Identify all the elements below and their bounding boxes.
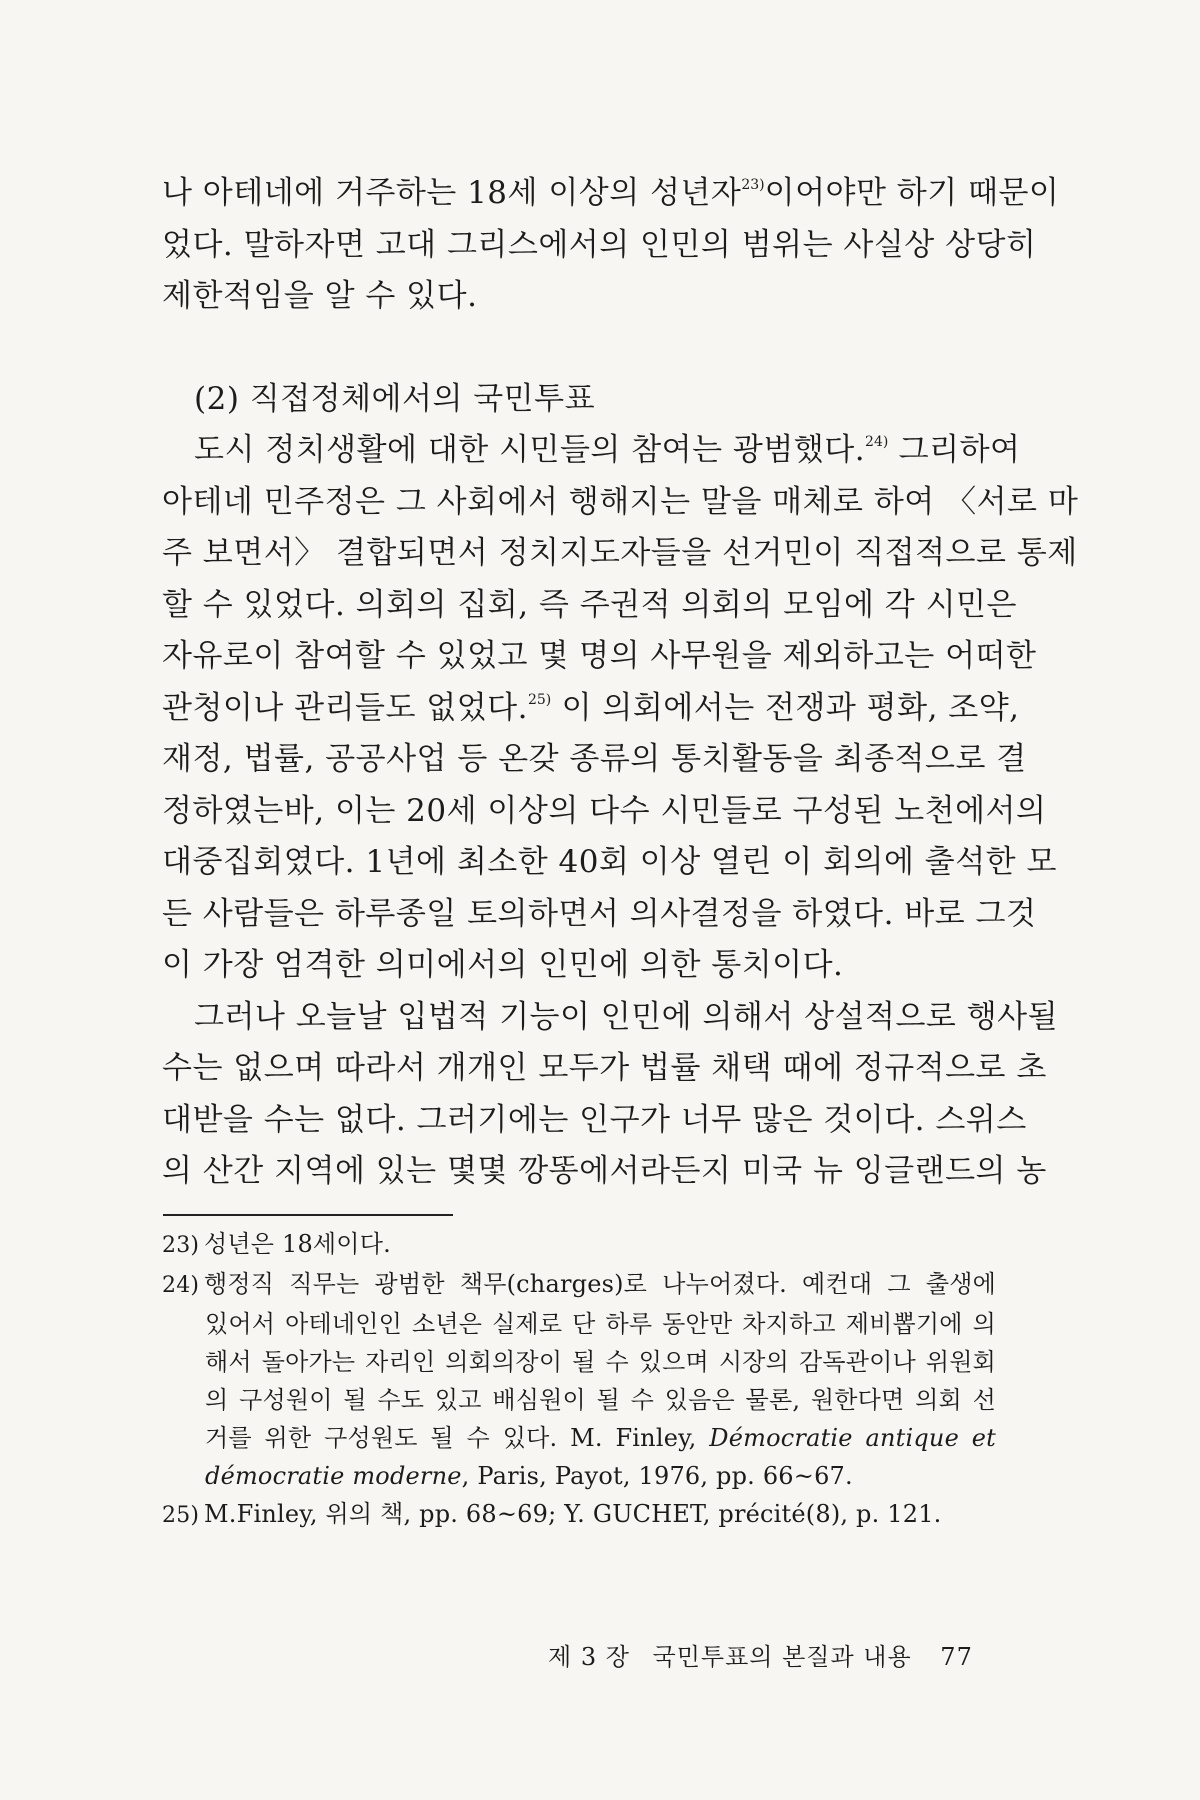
text-line: 그러나 오늘날 입법적 기능이 인민에 의해서 상설적으로 행사될 <box>194 998 1059 1035</box>
text-line: 제한적임을 알 수 있다. <box>162 278 478 314</box>
paragraph-gap <box>162 323 994 374</box>
text-line: 관청이나 관리들도 없었다.$^{25)}$ 이 의회에서는 전쟁과 평화, 조약, <box>162 689 1020 726</box>
text-line: 수는 없으며 따라서 개개인 모두가 법률 채택 때에 정규적으로 초 <box>162 1050 1047 1086</box>
text-line: 의 산간 지역에 있는 몇몇 깡똥에서라든지 미국 뉴 잉글랜드의 농 <box>162 1153 1047 1189</box>
footnote-text: 행정직 직무는 광범한 책무(charges)로 나누어졌다. 예컨대 그 출생에 <box>204 1270 996 1298</box>
text-line: 었다. 말하자면 고대 그리스에서의 인민의 범위는 사실상 상당히 <box>162 226 1037 263</box>
text-line: 재정, 법률, 공공사업 등 온갖 종류의 통치활동을 최종적으로 결 <box>162 741 1027 777</box>
footnotes <box>162 1225 996 1535</box>
text-line: 주 보면서〉 결합되면서 정치지도자들을 선거민이 직접적으로 통제 <box>162 535 1078 571</box>
paragraph-2 <box>162 425 1079 992</box>
text-line: 든 사람들은 하루종일 토의하면서 의사결정을 하였다. 바로 그것 <box>162 895 1037 932</box>
main-text <box>162 168 1079 1198</box>
text-line: 아테네 민주정은 그 사회에서 행해지는 말을 매체로 하여 〈서로 마 <box>162 483 1079 520</box>
footnote-divider <box>163 1214 453 1216</box>
text-line: 도시 정치생활에 대한 시민들의 참여는 광범했다.$^{24)}$ 그리하여 <box>194 432 1021 468</box>
footnote-ref-24[interactable]: 24) <box>865 434 889 450</box>
footnote-ref-25[interactable]: 25) <box>527 691 552 708</box>
book-title: démocratie moderne <box>205 1462 462 1490</box>
footnote-text: 거를 위한 구성원도 될 수 있다. M. Finley, Démocratie antique et <box>205 1424 996 1452</box>
text-line: 정하였는바, 이는 20세 이상의 다수 시민들로 구성된 노천에서의 <box>162 792 1047 829</box>
chapter-label: 제 3 장 <box>548 1643 630 1671</box>
book-title: Démocratie antique et <box>709 1424 996 1452</box>
footnote-number: 25) <box>162 1503 200 1528</box>
footnote-text: 있어서 아테네인인 소년은 실제로 단 하루 동안만 차지하고 제비뽑기에 의 <box>205 1310 996 1338</box>
footnote-23 <box>162 1225 996 1265</box>
chapter-title: 국민투표의 본질과 내용 <box>652 1643 912 1671</box>
footnote-ref-23[interactable]: 23) <box>741 177 765 193</box>
footnote-24 <box>162 1265 996 1495</box>
footnote-number: 23) <box>162 1233 200 1258</box>
footnote-number: 24) <box>162 1273 200 1298</box>
footnote-text: démocratie moderne, Paris, Payot, 1976, pp. 66~67. <box>205 1462 853 1490</box>
footnote-text: M.Finley, 위의 책, pp. 68~69; Y. GUCHET, précité(8), p. 121. <box>204 1500 942 1528</box>
footnote-text: 해서 돌아가는 자리인 의회의장이 될 수 있으며 시장의 감독관이나 위원회 <box>205 1348 996 1376</box>
paragraph-1 <box>162 168 1060 323</box>
paragraph-3 <box>162 992 1059 1198</box>
text-line: 나 아테네에 거주하는 18세 이상의 성년자$^{23)}$이어야만 하기 때문이 <box>162 175 1060 211</box>
footnote-text: 의 구성원이 될 수도 있고 배심원이 될 수 있음은 물론, 원한다면 의회 선 <box>205 1386 996 1414</box>
section-heading: (2) 직접정체에서의 국민투표 <box>194 380 596 417</box>
page-number: 77 <box>940 1643 973 1671</box>
footnote-text: 성년은 18세이다. <box>204 1230 391 1258</box>
running-footer <box>548 1637 973 1672</box>
text-line: 대중집회였다. 1년에 최소한 40회 이상 열린 이 회의에 출석한 모 <box>162 844 1057 880</box>
text-line: 대받을 수는 없다. 그러기에는 인구가 너무 많은 것이다. 스위스 <box>162 1101 1027 1138</box>
footnote-25 <box>162 1495 996 1535</box>
text-line: 자유로이 참여할 수 있었고 몇 명의 사무원을 제외하고는 어떠한 <box>162 638 1037 674</box>
text-line: 이 가장 엄격한 의미에서의 인민에 의한 통치이다. <box>162 947 844 983</box>
text-line: 할 수 있었다. 의회의 집회, 즉 주권적 의회의 모임에 각 시민은 <box>162 586 1017 623</box>
